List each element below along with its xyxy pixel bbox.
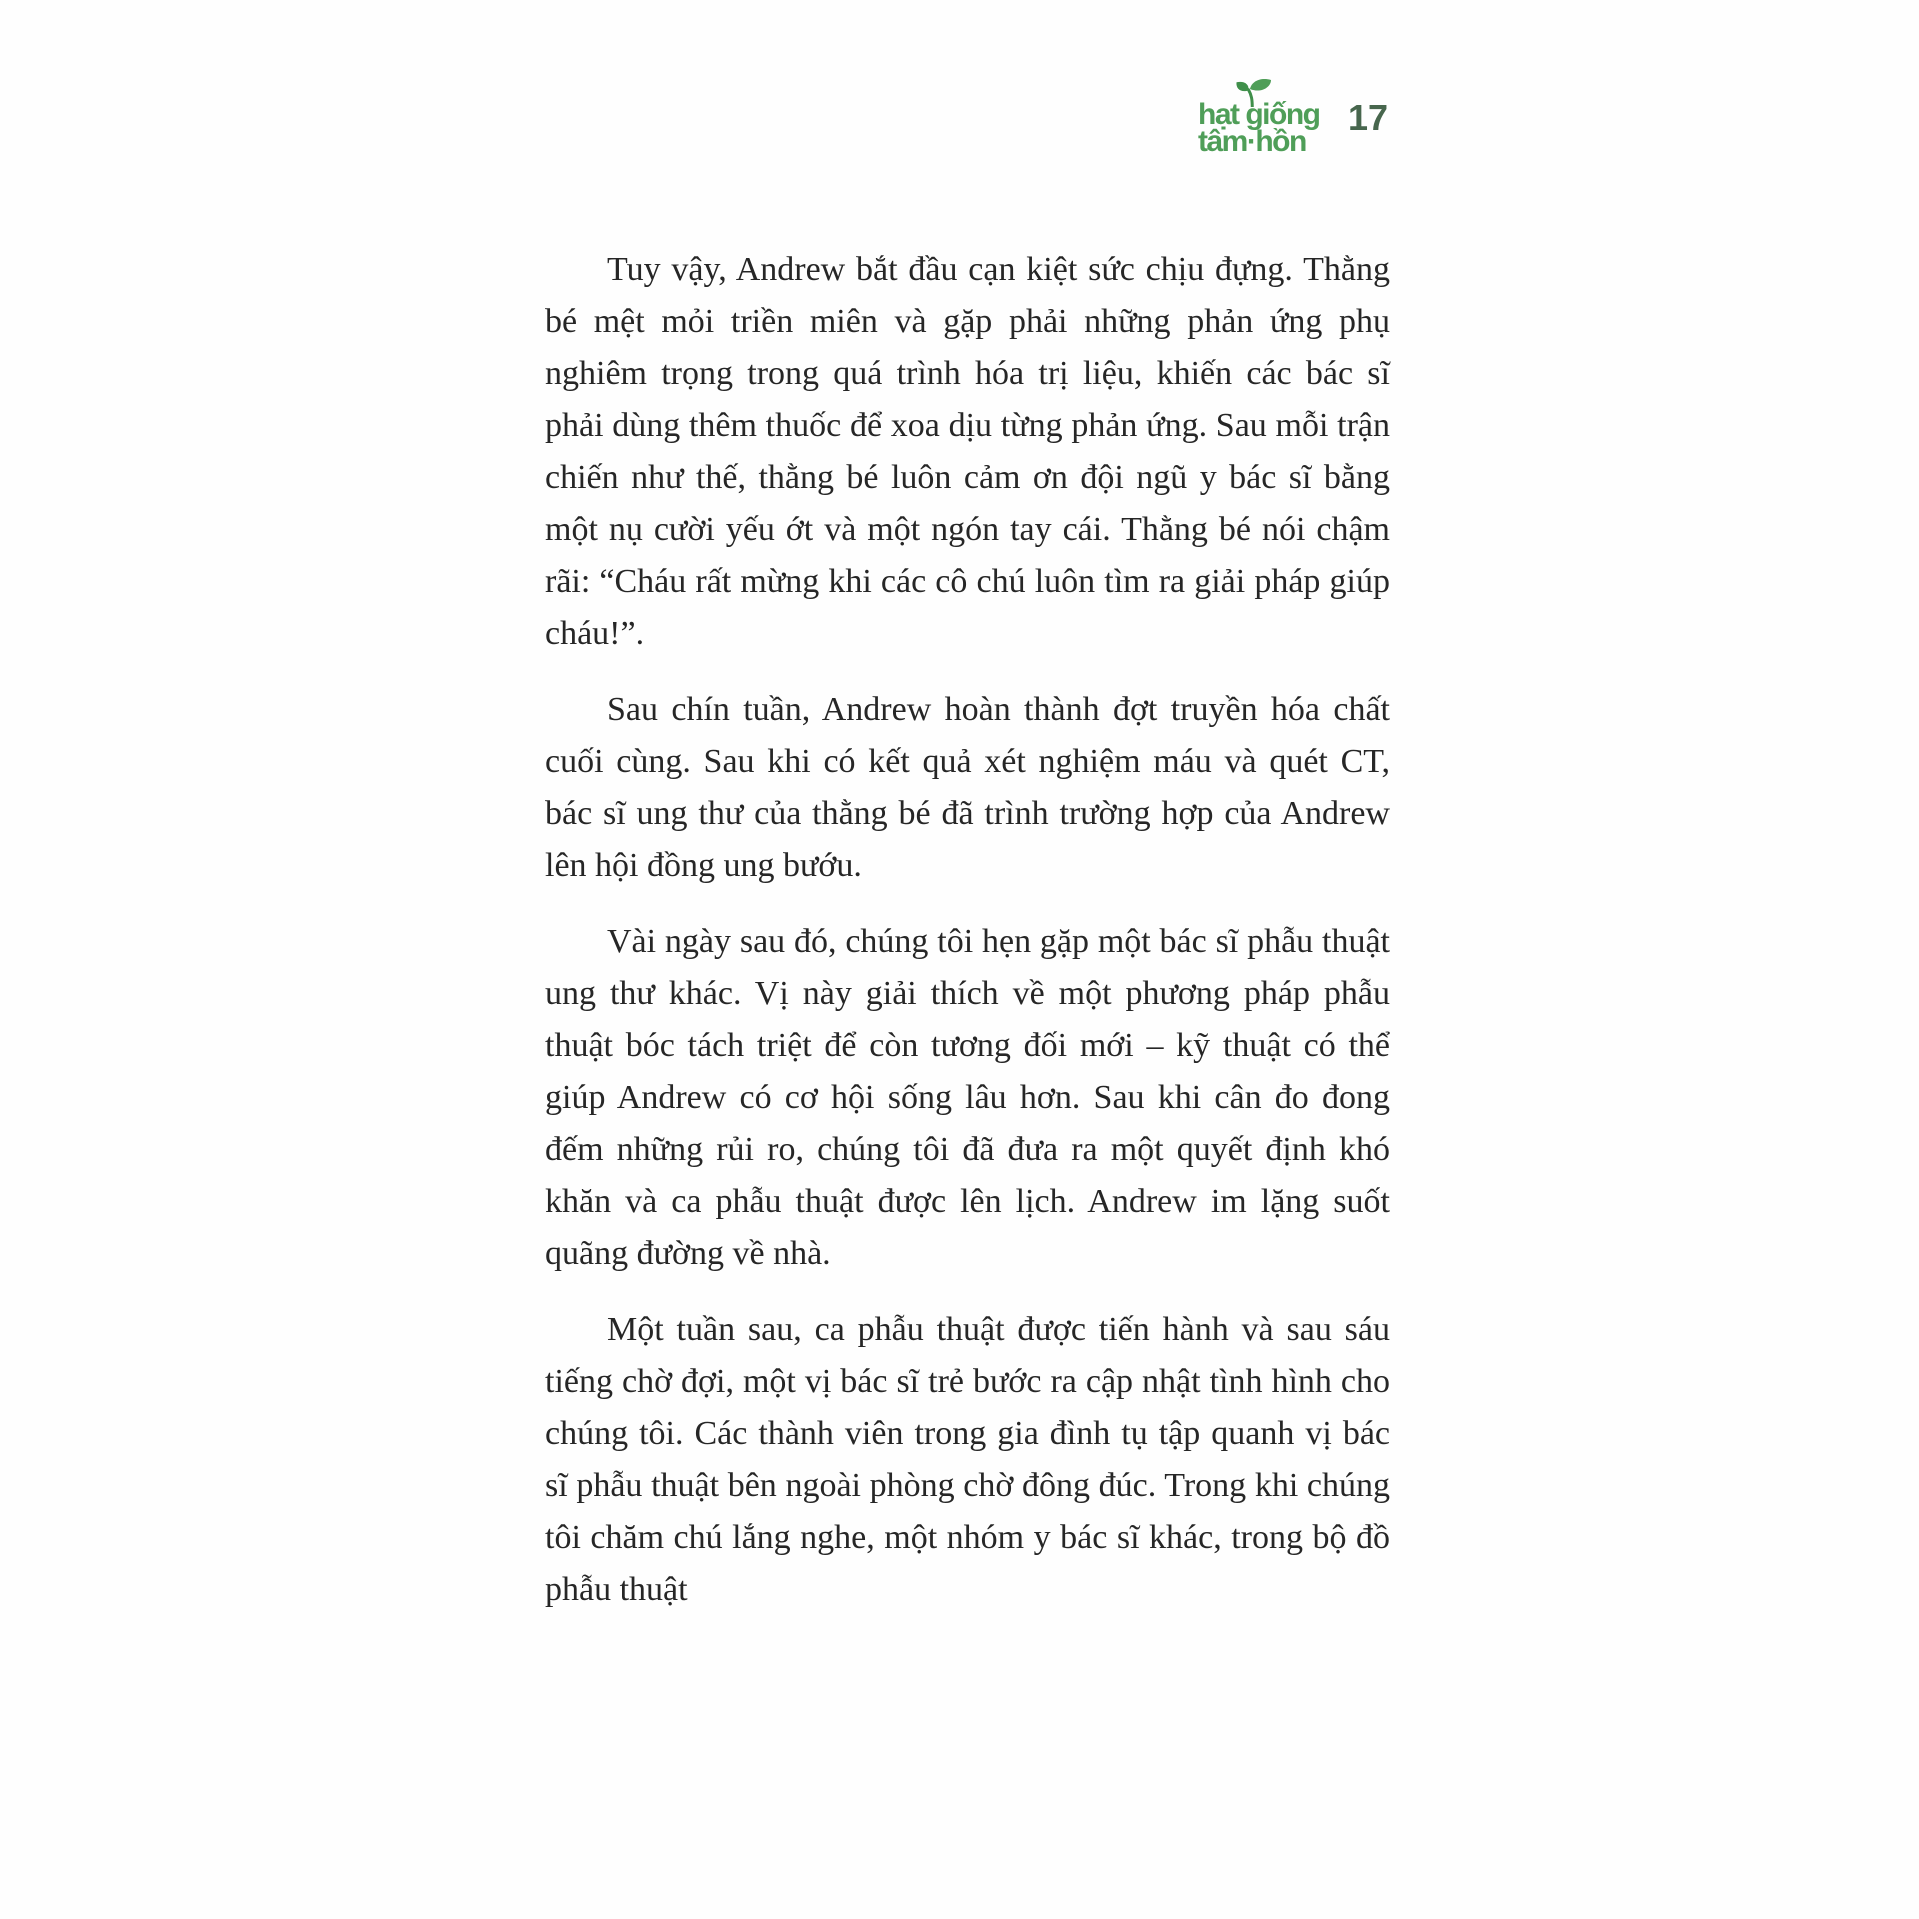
- paragraph-3: Vài ngày sau đó, chúng tôi hẹn gặp một bác sĩ phẫu thuật ung thư khác. Vị này giải thích về một phương pháp phẫu thuật bóc tách triệt để còn tương đối mới – kỹ thuật có thể giúp Andrew có cơ hội sống lâu hơn. Sau khi cân đo đong đếm những rủi ro, chúng tôi đã đưa ra một quyết định khó khăn và ca phẫu thuật được lên lịch. Andrew im lặng suốt quãng đường về nhà.: [545, 923, 1390, 1272]
- paragraph-4: Một tuần sau, ca phẫu thuật được tiến hành và sau sáu tiếng chờ đợi, một vị bác sĩ trẻ bước ra cập nhật tình hình cho chúng tôi. Các thành viên trong gia đình tụ tập quanh vị bác sĩ phẫu thuật bên ngoài phòng chờ đông đúc. Trong khi chúng tôi chăm chú lắng nghe, một nhóm y bác sĩ khác, trong bộ đồ phẫu thuật: [545, 1311, 1390, 1608]
- logo-line-2: tâm·hồn: [1198, 125, 1306, 158]
- paragraph-1: Tuy vậy, Andrew bắt đầu cạn kiệt sức chịu đựng. Thằng bé mệt mỏi triền miên và gặp phải những phản ứng phụ nghiêm trọng trong quá trình hóa trị liệu, khiến các bác sĩ phải dùng thêm thuốc để xoa dịu từng phản ứng. Sau mỗi trận chiến như thế, thằng bé luôn cảm ơn đội ngũ y bác sĩ bằng một nụ cười yếu ớt và một ngón tay cái. Thằng bé nói chậm rãi: “Cháu rất mừng khi các cô chú luôn tìm ra giải pháp giúp cháu!”.: [545, 251, 1390, 652]
- paragraph-2: Sau chín tuần, Andrew hoàn thành đợt truyền hóa chất cuối cùng. Sau khi có kết quả xét nghiệm máu và quét CT, bác sĩ ung thư của thằng bé đã trình trường hợp của Andrew lên hội đồng ung bướu.: [545, 691, 1390, 884]
- page-header: [0, 0, 1919, 180]
- page-number: 17: [1348, 97, 1389, 138]
- publisher-logo: [1198, 98, 1338, 158]
- sprout-icon: [1230, 77, 1276, 107]
- logo-line-1: hạt giống: [1198, 98, 1320, 131]
- page-text: [545, 244, 1390, 1616]
